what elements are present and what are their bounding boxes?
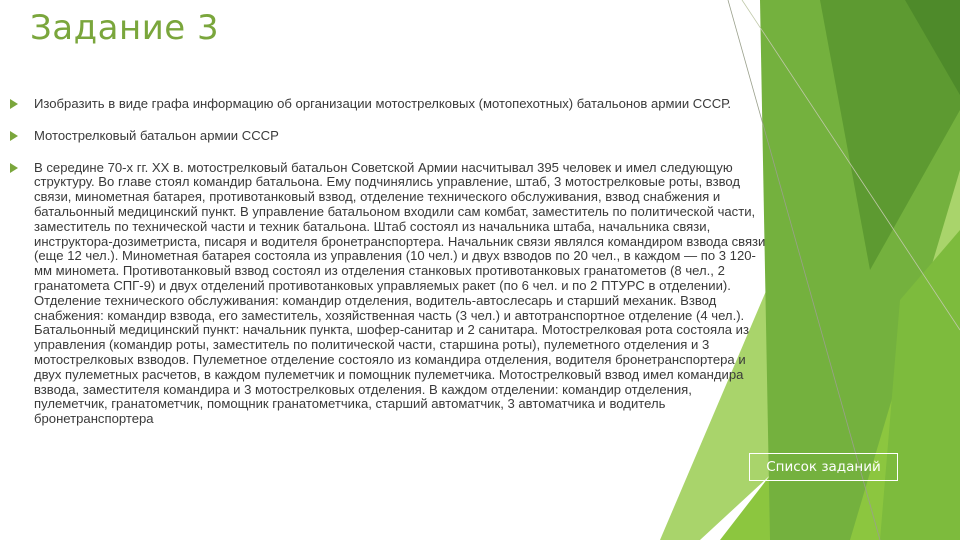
- bullet-list: [8, 97, 768, 427]
- bullet-text: Изобразить в виде графа информацию об организации мотострелковых (мотопехотных) батальонов армии СССР.: [34, 96, 732, 111]
- bullet-text: Мотострелковый батальон армии СССР: [34, 127, 279, 143]
- bullet-item: [8, 161, 768, 427]
- task-list-button[interactable]: [749, 453, 898, 481]
- slide-title: Задание 3: [30, 8, 220, 48]
- bullet-text: В середине 70-х гг. XX в. мотострелковый батальон Советской Армии насчитывал 395 человек и имел следующую структуру. Во главе стоял командир батальона. Ему подчинялись управление, штаб, 3 мотострелковые роты, взвод связи, минометная батарея, противотанковый взвод, отделение технического обслуживания, взвод снабжения и батальонный медицинский пункт. В управление батальоном входили сам комбат, заместитель по политической части, заместитель по технической части и техник батальона. Штаб состоял из начальника штаба, начальника связи, инструктора-дозиметриста, писаря и водителя бронетранспортера. Начальник связи являлся командиром взвода связи (еще 12 чел.). Минометная батарея состояла из управления (10 чел.) и двух взводов по 20 чел., в каждом — по 3 120-мм минометa. Противотанковый взвод состоял из отделения станковых противотанковых гранатометов (8 чел., 2 гранатомета СПГ-9) и двух отделений противотанковых управляемых ракет (по 6 чел. и по 2 ПТУРС в отделении). Отделение технического обслуживания: командир отделения, водитель-автослесарь и старший механик. Взвод снабжения: командир взвода, его заместитель, хозяйственная часть (3 чел.) и автотранспортное отделение (4 чел.). Батальонный медицинский пункт: начальник пункта, шофер-санитар и 2 санитара. Мотострелковая рота состояла из управления (командир роты, заместитель по политической части, старшина роты), пулеметного отделения и 3 мотострелковых взводов. Пулеметное отделение состояло из командира отделения, водителя бронетранспортера и двух пулеметных расчетов, в каждом пулеметчик и помощник пулеметчика. Мотострелковый взвод имел командира взвода, заместителя командира и 3 мотострелковых отделения. В каждом отделении: командир отделения, пулеметчик, гранатометчик, помощник гранатометчика, старший автоматчик, 3 автоматчика и водитель бронетранспортера: [34, 159, 766, 427]
- triangle-right-icon: [10, 163, 18, 173]
- triangle-right-icon: [10, 99, 18, 109]
- bullet-item: [8, 97, 768, 112]
- task-list-button-label: Список заданий: [766, 459, 881, 475]
- triangle-right-icon: [10, 131, 18, 141]
- bullet-item: [8, 129, 768, 144]
